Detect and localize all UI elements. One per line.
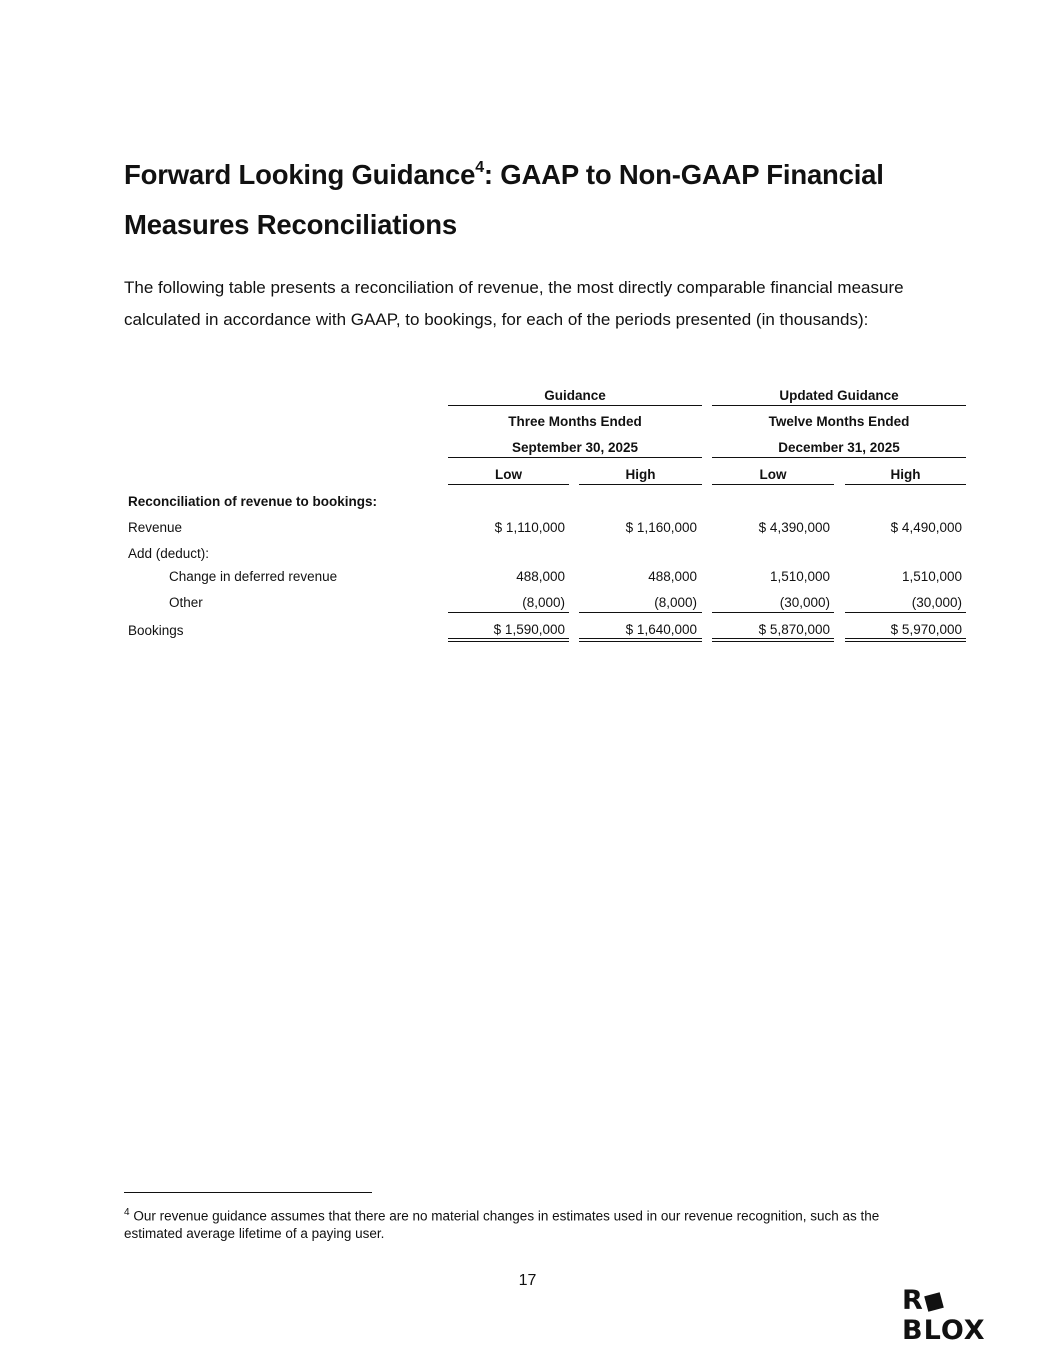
period-header: December 31, 2025 [778, 440, 900, 455]
table-cell: (30,000) [779, 595, 830, 610]
table-cell: (30,000) [911, 595, 962, 610]
group-header-updated-guidance: Updated Guidance [779, 388, 899, 403]
double-underline [448, 638, 569, 642]
row-label: Revenue [128, 520, 183, 535]
column-header: Low [495, 467, 522, 482]
divider [579, 612, 702, 613]
double-underline [579, 638, 702, 642]
table-cell: $ 1,160,000 [625, 520, 697, 535]
double-underline [845, 638, 966, 642]
table-cell: $ 1,590,000 [493, 622, 565, 637]
divider [448, 457, 702, 458]
intro-paragraph: The following table presents a reconciliation of revenue, the most directly comparable financial measure calculated in accordance with GAAP, to bookings, for each of the periods presented (in thousands): [124, 278, 904, 329]
table-cell: $ 5,870,000 [758, 622, 830, 637]
period-header: September 30, 2025 [511, 440, 639, 455]
column-header: High [625, 467, 656, 482]
column-header: High [890, 467, 921, 482]
double-underline [712, 638, 834, 642]
divider [712, 405, 966, 406]
period-header: Twelve Months Ended [768, 414, 910, 429]
group-header-guidance: Guidance [544, 388, 606, 403]
footnote [124, 1204, 934, 1242]
divider [448, 612, 569, 613]
footnote-marker: 4 [124, 1207, 130, 1218]
table-cell: $ 5,970,000 [890, 622, 962, 637]
footnote-text: Our revenue guidance assumes that there are no material changes in estimates used in our revenue recognition, such as the estimated average lifetime of a paying user. [124, 1208, 880, 1241]
divider [712, 612, 834, 613]
divider [845, 484, 966, 485]
table-cell: $ 4,490,000 [890, 520, 962, 535]
table-cell: $ 4,390,000 [758, 520, 830, 535]
logo-tilted-square-icon [924, 1292, 944, 1312]
table-cell: $ 1,640,000 [625, 622, 697, 637]
section-heading: Reconciliation of revenue to bookings: [128, 494, 378, 509]
table-cell: (8,000) [522, 595, 565, 610]
row-label: Change in deferred revenue [169, 569, 338, 584]
table-cell: 488,000 [648, 569, 697, 584]
period-header: Three Months Ended [508, 414, 642, 429]
footnote-reference: 4 [475, 158, 484, 176]
table-cell: 1,510,000 [769, 569, 830, 584]
table-cell: 1,510,000 [901, 569, 962, 584]
column-header: Low [759, 467, 787, 482]
page-number: 17 [518, 1272, 537, 1289]
footnote-divider [124, 1192, 372, 1193]
table-cell: (8,000) [654, 595, 697, 610]
divider [448, 405, 702, 406]
table-cell: $ 1,110,000 [494, 520, 565, 535]
roblox-logo: RBLOX [902, 1285, 986, 1346]
divider [712, 484, 834, 485]
divider [845, 612, 966, 613]
table-cell: 488,000 [516, 569, 565, 584]
row-label: Other [169, 595, 203, 610]
row-label: Add (deduct): [128, 546, 210, 561]
row-label: Bookings [128, 623, 184, 638]
divider [579, 484, 702, 485]
divider [448, 484, 569, 485]
page-title: Forward Looking Guidance$^4$: GAAP to Non-GAAP Financial Measures Reconciliations [124, 158, 884, 240]
divider [712, 457, 966, 458]
